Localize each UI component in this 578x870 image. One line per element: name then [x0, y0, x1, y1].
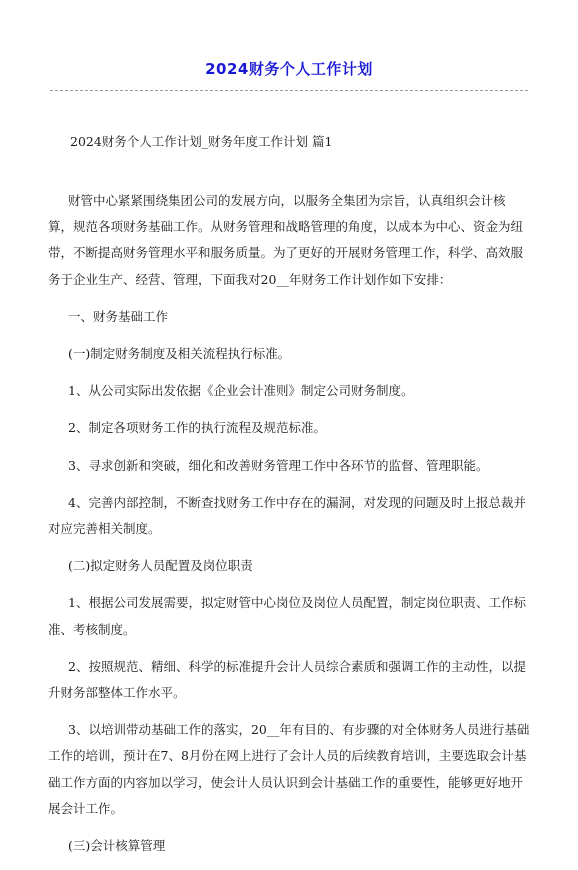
paragraph: 财管中心紧紧围绕集团公司的发展方向，以服务全集团为宗旨，认真组织会计核算，规范各项财务基础工作。从财务管理和战略管理的角度，以成本为中心、资金为纽带，不断提高财务管理水平和服务质量。为了更好的开展财务管理工作，科学、高效服务于企业生产、经营、管理，下面我对20__年财务工作计划作如下安排：: [48, 193, 524, 287]
list-item: 3、以培训带动基础工作的落实，20__年有目的、有步骤的对全体财务人员进行基础工作的培训，预计在7、8月份在网上进行了会计人员的后续教育培训，主要选取会计基础工作方面的内容加以学习，使会计人员认识到会计基础工作的重要性，能够更好地开展会计工作。: [48, 722, 530, 816]
document-title: 2024财务个人工作计划: [205, 60, 373, 78]
subsection-heading: (一)制定财务制度及相关流程执行标准。: [68, 346, 291, 362]
title-divider: [50, 90, 528, 91]
document-body: [48, 188, 530, 870]
list-item: 2、制定各项财务工作的执行流程及规范标准。: [68, 420, 326, 436]
document-subtitle: 2024财务个人工作计划_财务年度工作计划 篇1: [70, 134, 333, 149]
list-item: 1、从公司实际出发依据《企业会计准则》制定公司财务制度。: [68, 383, 414, 399]
list-item: 2、按照规范、精细、科学的标准提升会计人员综合素质和强调工作的主动性，以提升财务部整体工作水平。: [48, 658, 526, 701]
list-item: 4、完善内部控制，不断查找财务工作中存在的漏洞，对发现的问题及时上报总裁并对应完善相关制度。: [48, 494, 526, 537]
subsection-heading: (三)会计核算管理: [68, 838, 166, 854]
section-heading: 一、财务基础工作: [68, 308, 169, 324]
list-item: 1、根据公司发展需要，拟定财管中心岗位及岗位人员配置，制定岗位职责、工作标准、考核制度。: [48, 595, 526, 637]
subsection-heading: (二)拟定财务人员配置及岗位职责: [68, 558, 253, 574]
list-item: 3、寻求创新和突破，细化和改善财务管理工作中各环节的监督、管理职能。: [68, 457, 489, 473]
